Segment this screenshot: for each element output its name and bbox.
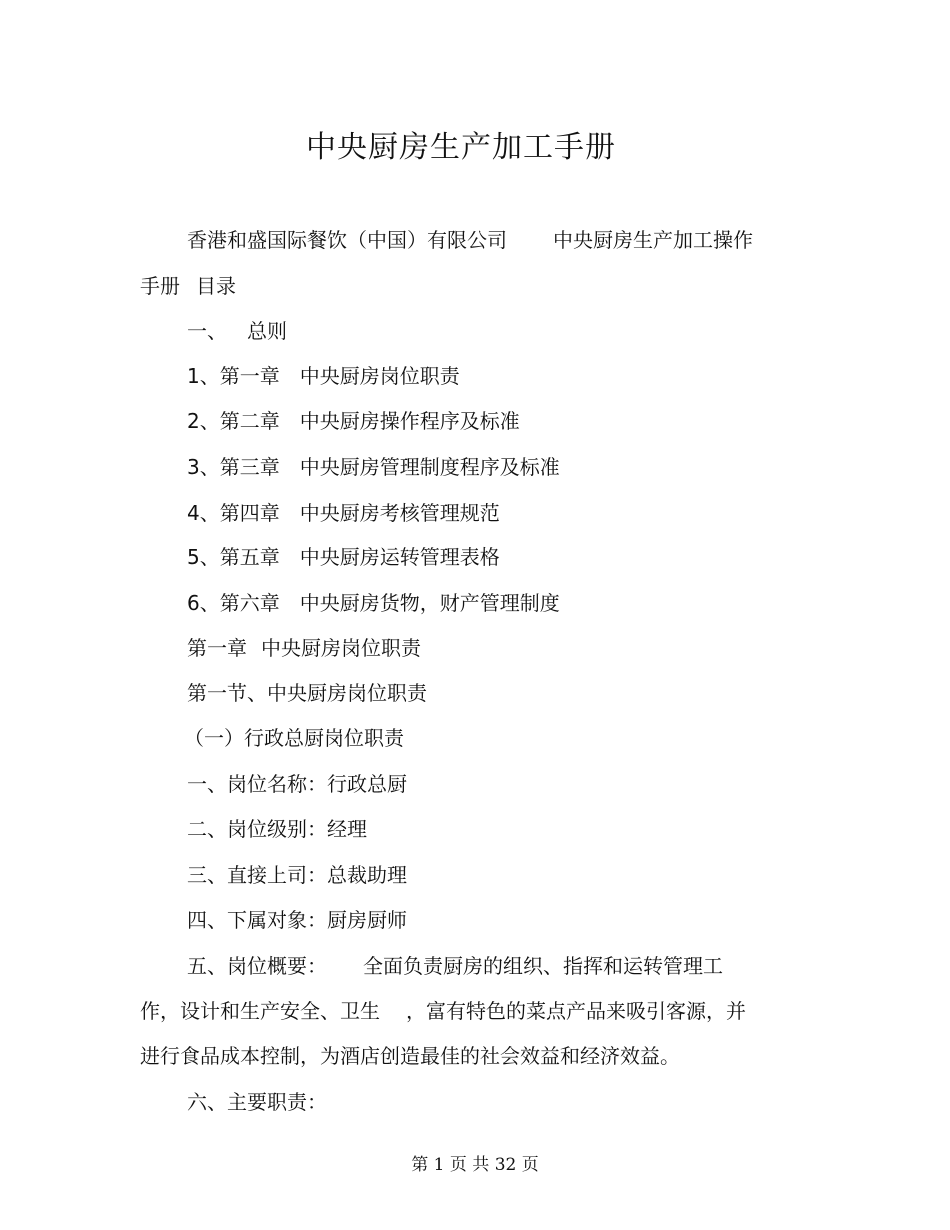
company-name: 香港和盛国际餐饮（中国）有限公司 [187,228,507,252]
document-title: 中央厨房生产加工手册 [306,130,616,165]
general-number: 一、 [187,319,227,343]
field-direct-superior [187,860,407,890]
handbook-title-part2: 手册 [140,274,180,298]
toc-item-text: 中央厨房货物，财产管理制度 [299,591,560,615]
field-label: 四、下属对象： [187,908,327,932]
overview-line-1 [187,951,723,981]
toc-item-text: 中央厨房岗位职责 [299,364,460,388]
page-footer [0,1152,950,1178]
toc-item-text: 中央厨房管理制度程序及标准 [299,455,560,479]
toc-label: 目录 [196,274,236,298]
current-page-number: 1 [433,1155,445,1175]
overview-text: 全面负责厨房的组织、指挥和运转管理工 [363,954,723,978]
toc-item-number: 4、第四章 [187,501,280,525]
toc-item-number: 3、第三章 [187,455,280,479]
field-label: 三、直接上司： [187,863,327,887]
toc-item [187,452,560,482]
section-heading: 第一节、中央厨房岗位职责 [187,681,427,705]
field-label: 一、岗位名称： [187,772,327,796]
chapter-heading [187,633,421,663]
field-value: 行政总厨 [327,772,407,796]
toc-item [187,361,460,391]
toc-item [187,406,520,436]
chapter-title: 中央厨房岗位职责 [261,636,421,660]
toc-item-number: 1、第一章 [187,364,280,388]
duties-heading: 六、主要职责： [187,1090,327,1114]
toc-item-text: 中央厨房考核管理规范 [299,501,500,525]
overview-text: 作，设计和生产安全、卫生 [140,999,380,1023]
footer-middle: 页 共 [449,1155,490,1175]
overview-line-2 [140,996,746,1026]
footer-prefix: 第 [411,1155,429,1175]
toc-item-number: 5、第五章 [187,545,280,569]
toc-item-number: 2、第二章 [187,409,280,433]
field-label: 二、岗位级别： [187,817,327,841]
toc-item [187,588,560,618]
overview-label: 五、岗位概要： [187,954,327,978]
field-value: 经理 [327,817,367,841]
intro-line-1 [187,225,753,255]
chapter-number: 第一章 [187,636,247,660]
toc-item-text: 中央厨房运转管理表格 [299,545,500,569]
field-position-level [187,814,367,844]
toc-item [187,542,500,572]
toc-item-text: 中央厨房操作程序及标准 [299,409,520,433]
total-page-count: 32 [494,1155,517,1175]
subsection-heading: （一）行政总厨岗位职责 [184,726,404,750]
field-value: 总裁助理 [327,863,407,887]
footer-suffix: 页 [521,1155,539,1175]
toc-item [187,498,500,528]
toc-item-number: 6、第六章 [187,591,280,615]
handbook-title-part1: 中央厨房生产加工操作 [553,228,753,252]
field-value: 厨房厨师 [327,908,407,932]
field-subordinates [187,905,407,935]
overview-text: ，富有特色的菜点产品来吸引客源，并 [406,999,746,1023]
overview-line-3: 进行食品成本控制，为酒店创造最佳的社会效益和经济效益。 [140,1044,680,1068]
intro-line-2 [140,271,236,301]
general-label: 总则 [247,319,287,343]
general-heading [187,316,287,346]
field-position-name [187,769,407,799]
